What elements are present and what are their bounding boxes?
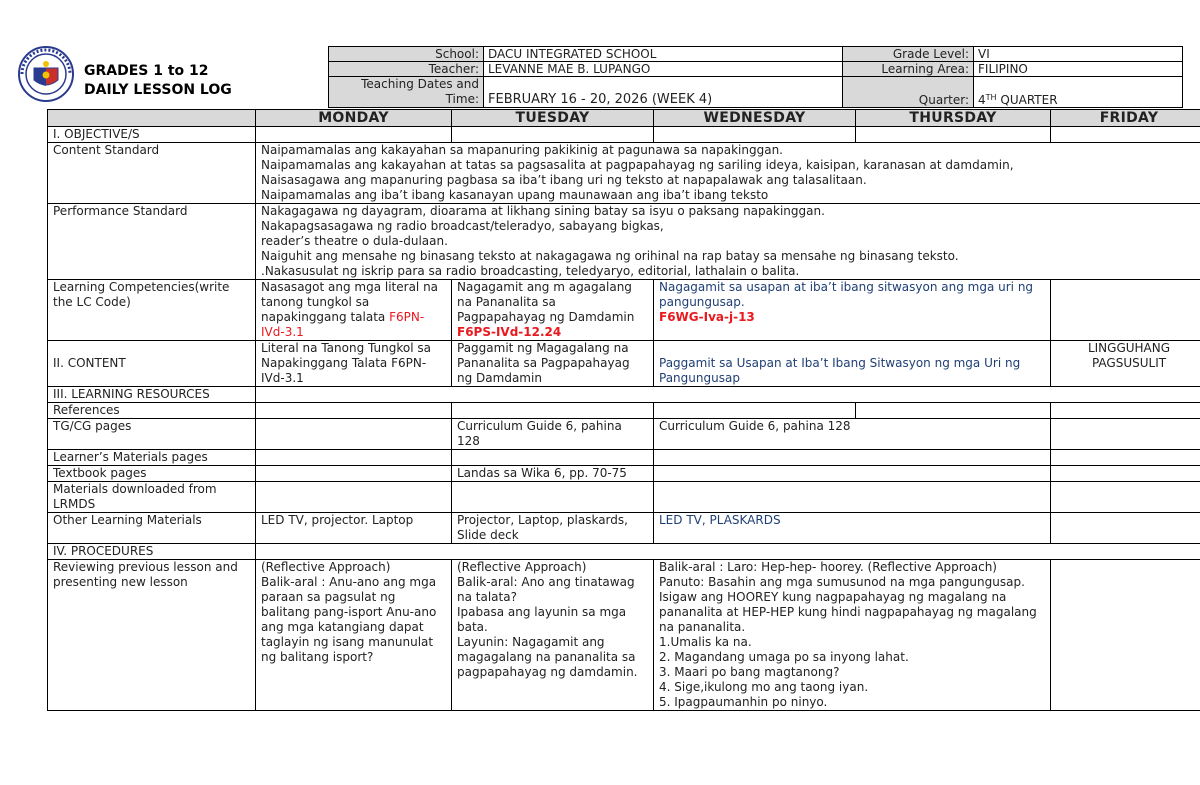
document-title [84,62,232,100]
performance-standard-line: .Nakasusulat ng iskrip para sa radio broadcasting, teledyaryo, editorial, lathalain o balita. [261,264,800,278]
procedures-label: IV. PROCEDURES [48,544,256,560]
tg-wednesday: Curriculum Guide 6, pahina 128 [654,419,1051,450]
content-row [48,341,1200,387]
lc-tuesday-text: Nagagamit ang m agagalang na Pananalita sa Pagpapahayag ng Damdamin [457,280,635,324]
other-wednesday: LED TV, PLASKARDS [654,513,1051,544]
review-monday-line: (Reflective Approach) [261,560,391,574]
day-header-monday: MONDAY [256,110,452,127]
lc-monday-code: F6PN-IVd-3.1 [261,310,425,339]
lc-tuesday [452,280,654,341]
lrmds-label: Materials downloaded from LRMDS [48,482,256,513]
tg-pages-row [48,419,1200,450]
references-label: References [48,403,256,419]
cell [452,482,654,513]
performance-standard-line: Nakapagsasagawa ng radio broadcast/teleradyo, sabayang bigkas, [261,219,664,233]
review-wednesday-line: 4. Sige,ikulong mo ang taong iyan. [659,680,869,694]
content-standard-line: Naisasagawa ang mapanuring pagbasa sa iba’t ibang uri ng teksto at napapalawak ang talasalitaan. [261,173,867,187]
cell [654,466,1051,482]
performance-standard-text [256,204,1200,280]
deped-seal-icon [18,46,74,102]
lm-pages-label: Learner’s Materials pages [48,450,256,466]
other-materials-label: Other Learning Materials [48,513,256,544]
cell [1051,450,1200,466]
review-wednesday-line: 3. Maari po bang magtanong? [659,665,840,679]
header-info-table [328,46,1183,108]
cell [256,466,452,482]
day-header-blank [48,110,256,127]
content-standard-text [256,143,1200,204]
lesson-log-table [47,109,1200,711]
learning-competencies-label: Learning Competencies(write the LC Code) [48,280,256,341]
content-tuesday: Paggamit ng Magagalang na Pananalita sa Pagpapahayag ng Damdamin [452,341,654,387]
review-tuesday-line: Balik-aral: Ano ang tinatawag na talata? [457,575,635,604]
learning-competencies-row [48,280,1200,341]
day-header-wednesday: WEDNESDAY [654,110,856,127]
content-standard-line: Naipamamalas ang iba’t ibang kasanayan upang maunawaan ang iba’t ibang teksto [261,188,769,202]
cell [856,127,1051,143]
quarter-label: Quarter: [843,77,974,108]
cell [256,419,452,450]
review-tuesday-line: (Reflective Approach) [457,560,587,574]
cell [1051,482,1200,513]
review-monday-line: Balik-aral : Anu-ano ang mga paraan sa pagsulat ng balitang pang-isport Anu-ano ang mga katangiang dapat taglayin ng isang manunulat ng balitang isport? [261,575,437,664]
lc-monday [256,280,452,341]
textbook-pages-label: Textbook pages [48,466,256,482]
cell [654,482,1051,513]
lc-wednesday [654,280,1051,341]
cell [654,450,1051,466]
cell [1051,127,1200,143]
cell [256,387,1200,403]
school-label: School: [329,47,484,62]
content-standard-line: Naipamamalas ang kakayahan at tatas sa pagsasalita at pagpapahayag ng sariling ideya, kaisipan, karanasan at damdamin, [261,158,1014,172]
learning-resources-row [48,387,1200,403]
lc-monday-text: Nasasagot ang mga literal na tanong tungkol sa napakinggang talata [261,280,439,324]
review-wednesday [654,560,1051,711]
cell [1051,513,1200,544]
quarter-value [974,77,1183,108]
tg-pages-label: TG/CG pages [48,419,256,450]
cell [256,127,452,143]
cell [856,403,1051,419]
review-wednesday-line: 1.Umalis ka na. [659,635,752,649]
content-friday: LINGGUHANG PAGSUSULIT [1051,341,1200,387]
cell [256,482,452,513]
cell [654,403,856,419]
teaching-dates-label-line2: Time: [445,92,479,106]
quarter-suffix: TH [985,93,997,102]
review-tuesday-line: Layunin: Nagagamit ang magagalang na pananalita sa pagpapahayag ng damdamin. [457,635,638,679]
content-standard-row [48,143,1200,204]
performance-standard-label: Performance Standard [48,204,256,280]
teaching-dates-label-line1: Teaching Dates and [361,77,479,91]
cell [256,403,452,419]
grade-level-value: VI [974,47,1183,62]
lm-pages-row [48,450,1200,466]
day-header-friday: FRIDAY [1051,110,1200,127]
lc-wednesday-text: Nagagamit sa usapan at iba’t ibang sitwasyon ang mga uri ng pangungusap. [659,280,1034,309]
performance-standard-row [48,204,1200,280]
learning-area-value: FILIPINO [974,62,1183,77]
review-tuesday [452,560,654,711]
lc-friday [1051,280,1200,341]
performance-standard-line: reader’s theatre o dula-dulaan. [261,234,448,248]
cell [654,127,856,143]
references-row [48,403,1200,419]
tg-tuesday: Curriculum Guide 6, pahina 128 [452,419,654,450]
quarter-word: QUARTER [1000,93,1058,107]
review-wednesday-line: 2. Magandang umaga po sa inyong lahat. [659,650,909,664]
objectives-label: I. OBJECTIVE/S [48,127,256,143]
content-standard-label: Content Standard [48,143,256,204]
review-wednesday-line: Balik-aral : Laro: Hep-hep- hoorey. (Reflective Approach) [659,560,997,574]
cell [452,450,654,466]
other-monday: LED TV, projector. Laptop [256,513,452,544]
learning-resources-label: III. LEARNING RESOURCES [48,387,256,403]
cell [452,127,654,143]
cell [256,450,452,466]
content-monday: Literal na Tanong Tungkol sa Napakinggang Talata F6PN-IVd-3.1 [256,341,452,387]
other-tuesday: Projector, Laptop, plaskards, Slide deck [452,513,654,544]
cell [1051,419,1200,450]
teaching-dates-value: FEBRUARY 16 - 20, 2026 (WEEK 4) [484,77,843,108]
other-materials-row [48,513,1200,544]
procedures-row [48,544,1200,560]
review-monday [256,560,452,711]
day-header-tuesday: TUESDAY [452,110,654,127]
lc-tuesday-code: F6PS-IVd-12.24 [457,325,562,339]
content-standard-line: Naipamamalas ang kakayahan sa mapanuring pakikinig at pagunawa sa napakinggan. [261,143,783,157]
textbook-tuesday: Landas sa Wika 6, pp. 70-75 [452,466,654,482]
title-line-1: GRADES 1 to 12 [84,63,209,79]
textbook-pages-row [48,466,1200,482]
performance-standard-line: Nakagagawa ng dayagram, dioarama at likhang sining batay sa isyu o paksang napakinggan. [261,204,825,218]
cell [1051,403,1200,419]
day-header-thursday: THURSDAY [856,110,1051,127]
teaching-dates-label [329,77,484,108]
lrmds-row [48,482,1200,513]
teacher-label: Teacher: [329,62,484,77]
content-label: II. CONTENT [48,341,256,387]
title-line-2: DAILY LESSON LOG [84,82,232,98]
cell [452,403,654,419]
reviewing-row [48,560,1200,711]
learning-area-label: Learning Area: [843,62,974,77]
reviewing-label: Reviewing previous lesson and presenting new lesson [48,560,256,711]
cell [1051,466,1200,482]
lc-wednesday-code: F6WG-Iva-j-13 [659,310,755,324]
school-value: DACU INTEGRATED SCHOOL [484,47,843,62]
cell [1051,560,1200,711]
objectives-row [48,127,1200,143]
day-header-row [48,110,1200,127]
quarter-number: 4 [978,93,986,107]
content-wednesday: Paggamit sa Usapan at Iba’t Ibang Sitwasyon ng mga Uri ng Pangungusap [654,341,1051,387]
grade-level-label: Grade Level: [843,47,974,62]
teacher-value: LEVANNE MAE B. LUPANGO [484,62,843,77]
cell [256,544,1200,560]
performance-standard-line: Naiguhit ang mensahe ng binasang teksto at nakagagawa ng orihinal na rap batay sa mensahe ng binasang teksto. [261,249,959,263]
review-wednesday-line: Panuto: Basahin ang mga sumusunod na mga pangungusap. Isigaw ang HOOREY kung nagpapahayag ng magalang na pananalita at HEP-HEP kung hindi nagpapahayag ng magalang na pananalita. [659,575,1037,634]
review-tuesday-line: Ipabasa ang layunin sa mga bata. [457,605,627,634]
review-wednesday-line: 5. Ipagpaumanhin po ninyo. [659,695,828,709]
